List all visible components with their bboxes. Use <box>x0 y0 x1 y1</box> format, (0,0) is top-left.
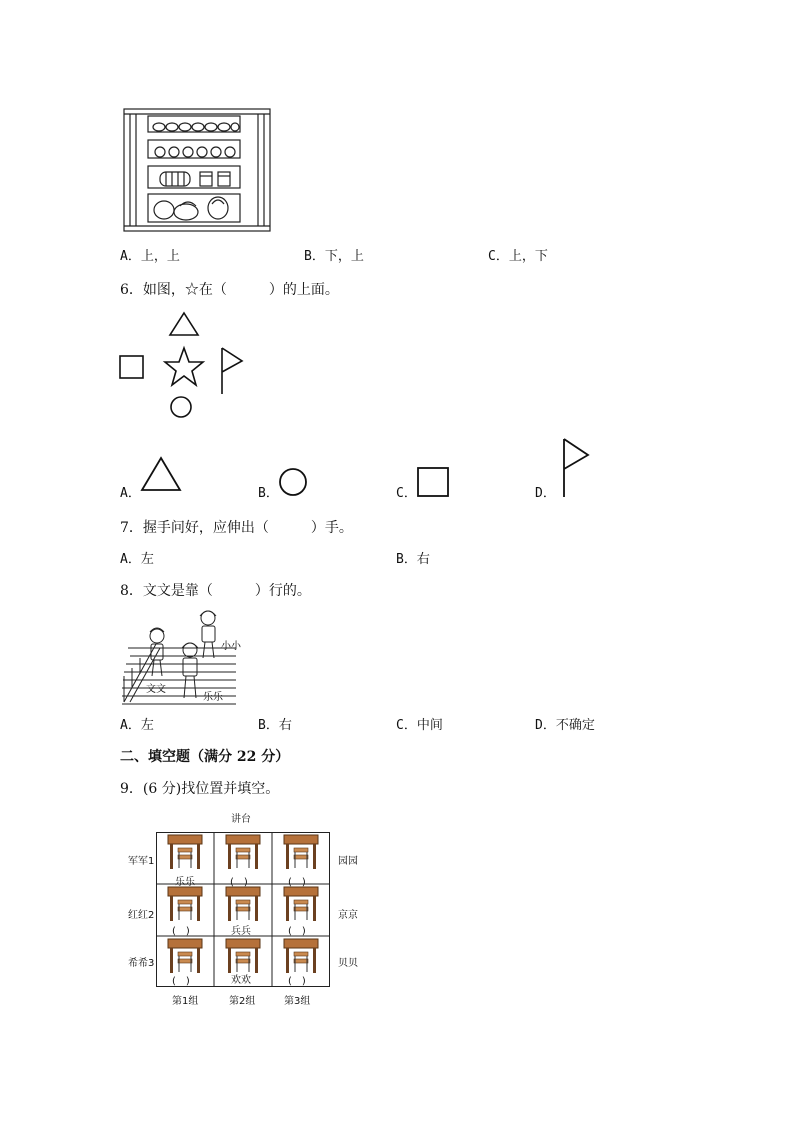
q6-option-c-letter[interactable]: C． <box>396 486 417 501</box>
option-b-circle-icon[interactable] <box>278 467 310 499</box>
option-d-flag-icon[interactable] <box>562 437 594 499</box>
section-heading-fill-in: 二、填空题（满分 22 分） <box>120 749 290 765</box>
option-c-square-icon[interactable] <box>416 466 450 498</box>
seat-blank[interactable]: ( ) <box>172 976 190 987</box>
circle-shape <box>171 397 191 417</box>
seat-blank[interactable]: ( ) <box>172 926 190 937</box>
q7-option-a[interactable]: A．左 <box>120 552 154 567</box>
right-label-2: 京京 <box>338 910 358 921</box>
staircase-illustration <box>120 606 245 706</box>
q8-question: 8．文文是靠（ ）行的。 <box>120 583 311 599</box>
desk-icon <box>284 887 318 921</box>
q7-option-b[interactable]: B．右 <box>396 552 430 567</box>
q7-question: 7．握手问好，应伸出（ ）手。 <box>120 520 353 536</box>
seat-name: 乐乐 <box>175 877 195 888</box>
q8-option-d[interactable]: D．不确定 <box>535 718 595 733</box>
q8-option-c[interactable]: C．中间 <box>396 718 443 733</box>
q6-shapes-figure <box>118 312 248 422</box>
flag-shape <box>222 348 242 394</box>
seat-blank[interactable]: ( ) <box>288 976 306 987</box>
q5-option-c[interactable]: C．上，下 <box>488 249 548 264</box>
q6-option-d-letter[interactable]: D． <box>535 486 556 501</box>
triangle-shape <box>170 313 198 335</box>
q5-option-b[interactable]: B．下，上 <box>304 249 364 264</box>
option-a-triangle-icon[interactable] <box>140 456 184 492</box>
podium-label: 讲台 <box>231 814 251 825</box>
q9-question: 9．(6 分)找位置并填空。 <box>120 781 280 797</box>
q6-option-a-letter[interactable]: A． <box>120 486 141 501</box>
right-label-3: 贝贝 <box>338 958 358 969</box>
desk-icon <box>284 835 318 869</box>
desk-icon <box>284 939 318 973</box>
desk-icon <box>226 887 260 921</box>
desk-icon <box>226 939 260 973</box>
row-label-2: 红红2 <box>128 910 155 921</box>
label-xiaoxiao: 小小 <box>221 641 241 652</box>
desk-icon <box>168 939 202 973</box>
seat-name: 欢欢 <box>231 975 251 986</box>
label-wenwen: 文文 <box>146 684 166 695</box>
seat-blank[interactable]: ( ) <box>288 877 306 888</box>
q5-option-a[interactable]: A．上，上 <box>120 249 180 264</box>
group-label-3: 第3组 <box>284 996 311 1007</box>
seat-blank[interactable]: ( ) <box>288 926 306 937</box>
seating-grid <box>156 832 332 989</box>
desk-icon <box>168 835 202 869</box>
row-label-3: 希希3 <box>128 958 155 969</box>
seat-name: 兵兵 <box>231 926 251 937</box>
q6-question: 6．如图，☆在（ ）的上面。 <box>120 282 339 298</box>
seat-blank[interactable]: ( ) <box>230 877 248 888</box>
group-label-1: 第1组 <box>172 996 199 1007</box>
right-label-1: 园园 <box>338 856 358 867</box>
fridge-illustration <box>122 106 272 234</box>
desk-icon <box>226 835 260 869</box>
q8-option-a[interactable]: A．左 <box>120 718 154 733</box>
desk-icon <box>168 887 202 921</box>
star-shape <box>165 348 203 385</box>
label-lele: 乐乐 <box>203 692 223 703</box>
q8-option-b[interactable]: B．右 <box>258 718 292 733</box>
row-label-1: 军军1 <box>128 856 155 867</box>
group-label-2: 第2组 <box>229 996 256 1007</box>
square-shape <box>120 356 143 378</box>
q6-option-b-letter[interactable]: B． <box>258 486 279 501</box>
